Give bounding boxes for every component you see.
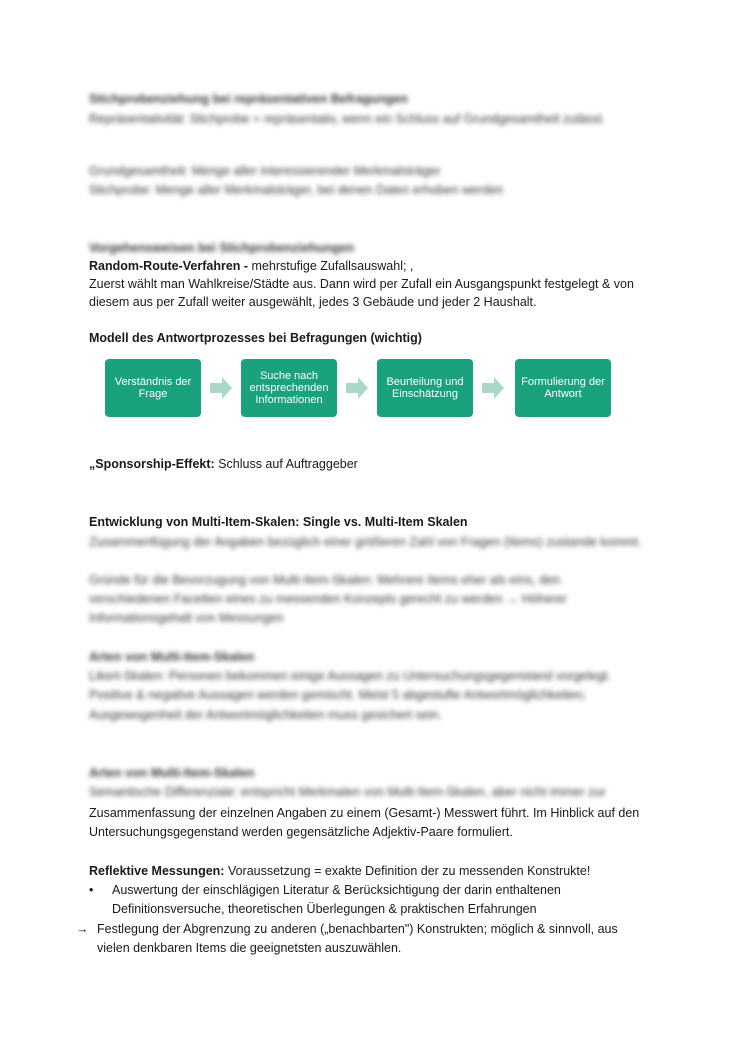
- blurred-heading-procedures: Vorgehensweisen bei Stichprobenziehungen: [89, 241, 355, 255]
- blurred-line-reasons-3: Informationsgehalt von Messungen: [89, 611, 284, 625]
- blurred-line-likert-1: Likert-Skalen: Personen bekommen einige Aussagen zu Untersuchungsgegenstand vorgelegt.: [89, 669, 611, 683]
- blurred-line-semantic: Semantische Differenziale: entspricht Merkmalen von Multi-Item-Skalen, aber nicht immer zur: [89, 785, 606, 799]
- arrow-text-1: Festlegung der Abgrenzung zu anderen („benachbarten") Konstrukten; möglich & sinnvoll, aus: [97, 922, 618, 936]
- step-search-box: Suche nach entsprechenden Informationen: [241, 359, 337, 417]
- arrow-right-icon: [346, 377, 368, 399]
- sponsorship-label: „Sponsorship-Effekt:: [89, 457, 215, 471]
- blurred-line-likert-2: Positive & negative Aussagen werden gemischt. Meist 5 abgestufte Antwortmöglichkeiten;: [89, 688, 586, 702]
- blurred-line-population: Grundgesamtheit: Menge aller interessierender Merkmalsträger: [89, 164, 441, 178]
- blurred-line-aggregation: Zusammenfügung der Angaben bezüglich einer größeren Zahl von Fragen (Items) zustande kommt.: [89, 535, 642, 549]
- bullet-icon: •: [89, 883, 94, 897]
- blurred-heading-types-1: Arten von Multi-Item-Skalen: [89, 650, 255, 664]
- response-process-diagram: [105, 359, 611, 417]
- blurred-heading-types-2: Arten von Multi-Item-Skalen: [89, 766, 255, 780]
- step-answer-box: Formulierung der Antwort: [515, 359, 611, 417]
- blurred-line-representativeness: Repräsentativität: Stichprobe = repräsentativ, wenn ein Schluss auf Grundgesamtheit zulässt.: [89, 112, 606, 126]
- blurred-line-likert-3: Ausgewogenheit der Antwortmöglichkeiten muss gesichert sein.: [89, 708, 442, 722]
- random-route-text-1: Zuerst wählt man Wahlkreise/Städte aus. Dann wird per Zufall ein Ausgangspunkt festgelegt & von: [89, 277, 634, 291]
- arrow-text-2: vielen denkbaren Items die geeignetsten auszuwählen.: [97, 941, 402, 955]
- blurred-line-reasons-2: verschiedenen Facetten eines zu messenden Konzepts gerecht zu werden → Höherer: [89, 592, 568, 606]
- arrow-right-icon: [210, 377, 232, 399]
- blurred-line-sample: Stichprobe: Menge aller Merkmalsträger, bei denen Daten erhoben werden: [89, 183, 504, 197]
- bullet-text-2: Definitionsversuche, theoretischen Überlegungen & praktischen Erfahrungen: [112, 902, 537, 916]
- reflective-rest: Voraussetzung = exakte Definition der zu messenden Konstrukte!: [224, 864, 591, 878]
- arrow-right-icon: →: [76, 922, 89, 936]
- model-heading: Modell des Antwortprozesses bei Befragungen (wichtig): [89, 331, 422, 345]
- random-route-label: Random-Route-Verfahren -: [89, 259, 249, 273]
- blurred-heading-sampling: Stichprobenziehung bei repräsentativen Befragungen: [89, 92, 408, 106]
- reflective-line: [89, 862, 590, 880]
- semantic-text-1: Zusammenfassung der einzelnen Angaben zu einem (Gesamt-) Messwert führt. Im Hinblick auf den: [89, 806, 640, 820]
- blurred-line-reasons-1: Gründe für die Bevorzugung von Multi-Item-Skalen: Mehrere Items eher als eins, den: [89, 573, 561, 587]
- semantic-text-2: Untersuchungsgegenstand werden gegensätzliche Adjektiv-Paare formuliert.: [89, 825, 513, 839]
- sponsorship-rest: Schluss auf Auftraggeber: [214, 457, 358, 471]
- reflective-label: Reflektive Messungen:: [89, 864, 225, 878]
- random-route-line: [89, 257, 413, 275]
- sponsorship-line: [89, 455, 358, 473]
- step-understanding-box: Verständnis der Frage: [105, 359, 201, 417]
- step-judgement-box: Beurteilung und Einschätzung: [377, 359, 473, 417]
- bullet-text-1: Auswertung der einschlägigen Literatur & Berücksichtigung der darin enthaltenen: [112, 883, 561, 897]
- arrow-right-icon: [482, 377, 504, 399]
- random-route-text-2: diesem aus per Zufall weiter ausgewählt, jedes 3 Gebäude und jeder 2 Haushalt.: [89, 295, 537, 309]
- random-route-rest: mehrstufige Zufallsauswahl; ,: [248, 259, 414, 273]
- multi-item-heading: Entwicklung von Multi-Item-Skalen: Single vs. Multi-Item Skalen: [89, 515, 468, 529]
